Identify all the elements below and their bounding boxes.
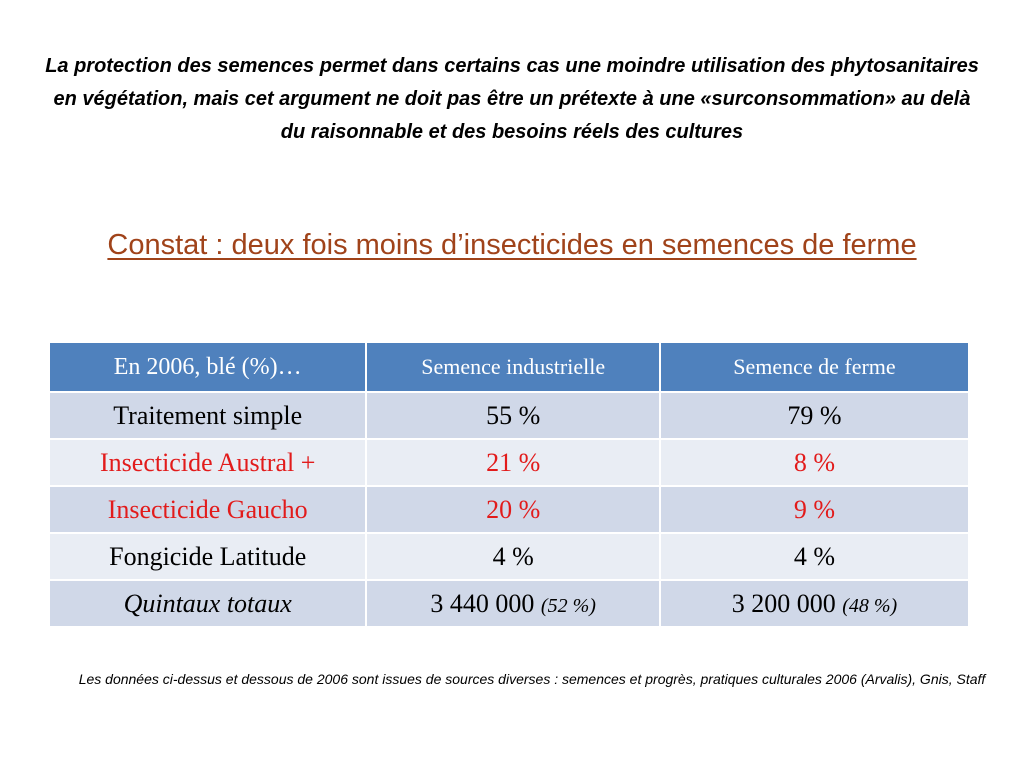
- table-header-row: [49, 342, 969, 392]
- row-label: Quintaux totaux: [49, 580, 366, 627]
- farm-share: (48 %): [842, 594, 898, 617]
- table-row: [49, 486, 969, 533]
- farm-value: 9 %: [660, 486, 969, 533]
- intro-text: La protection des semences permet dans certains cas une moindre utilisation des phytosanitaires en végétation, mais cet argument ne doit pas être un prétexte à une «surconsommation» au delà du raisonnable et des besoins réels des cultures: [45, 55, 979, 143]
- table-row: [49, 439, 969, 486]
- header-year-crop: En 2006, blé (%)…: [49, 342, 366, 392]
- row-label: Insecticide Austral +: [49, 439, 366, 486]
- table-row: [49, 392, 969, 439]
- farm-value: 8 %: [660, 439, 969, 486]
- industrial-value: 55 %: [366, 392, 660, 439]
- industrial-value: 20 %: [366, 486, 660, 533]
- industrial-total-cell: [366, 580, 660, 627]
- source-footnote: Les données ci-dessus et dessous de 2006 sont issues de sources diverses : semences et progrès, pratiques culturales 2006 (Arvalis), Gnis, Staff: [78, 671, 986, 687]
- farm-total-cell: [660, 580, 969, 627]
- industrial-total: 3 440 000: [430, 588, 535, 618]
- row-label: Traitement simple: [49, 392, 366, 439]
- table-row: [49, 533, 969, 580]
- farm-value: 4 %: [660, 533, 969, 580]
- farm-value: 79 %: [660, 392, 969, 439]
- slide-title: Constat : deux fois moins d’insecticides en semences de ferme: [107, 229, 917, 261]
- comparison-table: [48, 341, 970, 628]
- industrial-value: 4 %: [366, 533, 660, 580]
- header-industrial-seed: Semence industrielle: [366, 342, 660, 392]
- industrial-value: 21 %: [366, 439, 660, 486]
- table-row: [49, 580, 969, 627]
- header-farm-seed: Semence de ferme: [660, 342, 969, 392]
- row-label: Fongicide Latitude: [49, 533, 366, 580]
- farm-total: 3 200 000: [731, 588, 836, 618]
- row-label: Insecticide Gaucho: [49, 486, 366, 533]
- industrial-share: (52 %): [540, 594, 596, 617]
